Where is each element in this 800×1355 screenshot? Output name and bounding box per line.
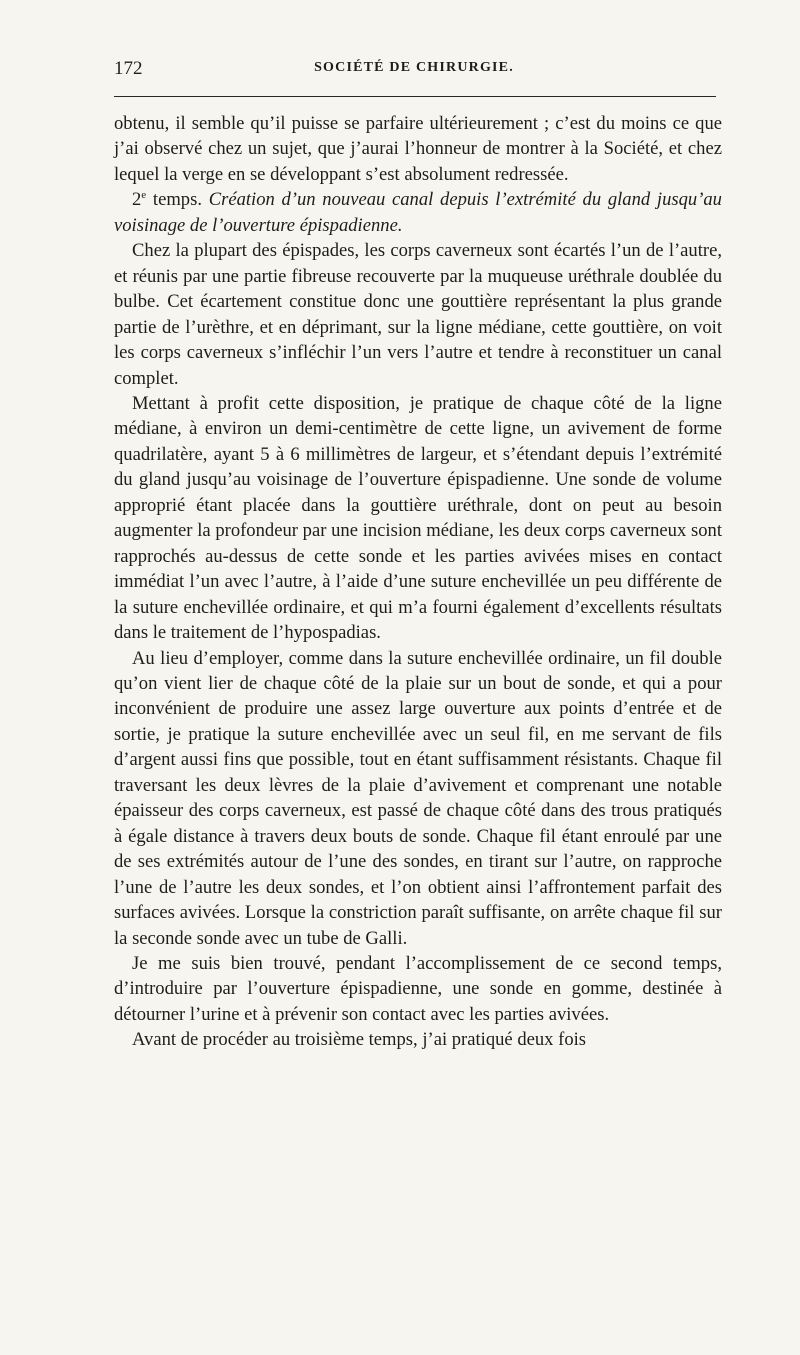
running-title: SOCIÉTÉ DE CHIRURGIE. [314, 60, 514, 75]
ordinal-suffix: e [141, 189, 147, 202]
page-header [114, 58, 714, 88]
paragraph-5: Au lieu d’employer, comme dans la suture enchevillée ordinaire, un fil double qu’on vient lier de chaque côté de la plaie sur un bout de sonde, et qui a pour inconvénient de produire une assez large ouverture aux points d’entrée et de sortie, je pratique la suture enchevillée avec un seul fil, en me servant de fils d’argent aussi fins que possible, tout en étant suffisamment résistants. Chaque fil traversant les deux lèvres de la plaie d’avivement et comprenant une notable épaisseur des corps caverneux, est passé de chaque côté dans des trous pratiqués à égale distance à travers deux bouts de sonde. Chaque fil étant enroulé par une de ses extrémités autour de l’une des sondes, en tirant sur l’autre, on rapproche l’une de l’autre les deux sondes, et l’on obtient ainsi l’affrontement parfait des surfaces avivées. Lorsque la constriction paraît suffisante, on arrête chaque fil sur la seconde sonde avec un tube de Galli. [114, 647, 722, 949]
paragraph-3: Chez la plupart des épispades, les corps caverneux sont écartés l’un de l’autre, et réunis par une partie fibreuse recouverte par la muqueuse uréthrale doublée du bulbe. Cet écartement constitue donc une gouttière représentant la plus grande partie de l’urèthre, et en déprimant, sur la ligne médiane, cette gouttière, on voit les corps caverneux s’infléchir l’un vers l’autre et tendre à reconstituer un canal complet. [114, 240, 722, 389]
paragraph-7: Avant de procéder au troisième temps, j’ai pratiqué deux fois [132, 1029, 587, 1051]
paragraph-1: obtenu, il semble qu’il puisse se parfaire ultérieurement ; c’est du moins ce que j’ai observé chez un sujet, que j’aurai l’honneur de montrer à la Société, et chez lequel la verge en se développant s’est absolument redressée. [114, 113, 722, 185]
paragraph-4: Mettant à profit cette disposition, je pratique de chaque côté de la ligne médiane, à environ un demi-centimètre de cette ligne, un avivement de forme quadrilatère, ayant 5 à 6 millimètres de largeur, et s’étendant depuis l’extrémité du gland jusqu’au voisinage de l’ouverture épispadienne. Une sonde de volume approprié étant placée dans la gouttière uréthrale, dont on peut au besoin augmenter la profondeur par une incision médiane, les deux corps caverneux sont rapprochés au-dessus de cette sonde et les parties avivées mises en contact immédiat l’un avec l’autre, à l’aide d’une suture enchevillée un peu différente de la suture enchevillée ordinaire, et qui m’a fourni également d’excellents résultats dans le traitement de l’hypospadias. [114, 392, 722, 644]
header-rule [114, 96, 716, 97]
body-text [114, 111, 722, 1053]
step-label: temps. [146, 189, 209, 211]
paragraph-2 [114, 187, 722, 238]
step-number: 2 [132, 189, 142, 211]
paragraph-6: Je me suis bien trouvé, pendant l’accomplissement de ce second temps, d’introduire par l’ouverture épispadienne, une sonde en gomme, destinée à détourner l’urine et à prévenir son contact avec les parties avivées. [114, 952, 722, 1025]
step-title: Création d’un nouveau canal depuis l’extrémité du gland jusqu’au voisinage de l’ouverture épispadienne. [114, 189, 722, 236]
page-number: 172 [114, 58, 143, 79]
